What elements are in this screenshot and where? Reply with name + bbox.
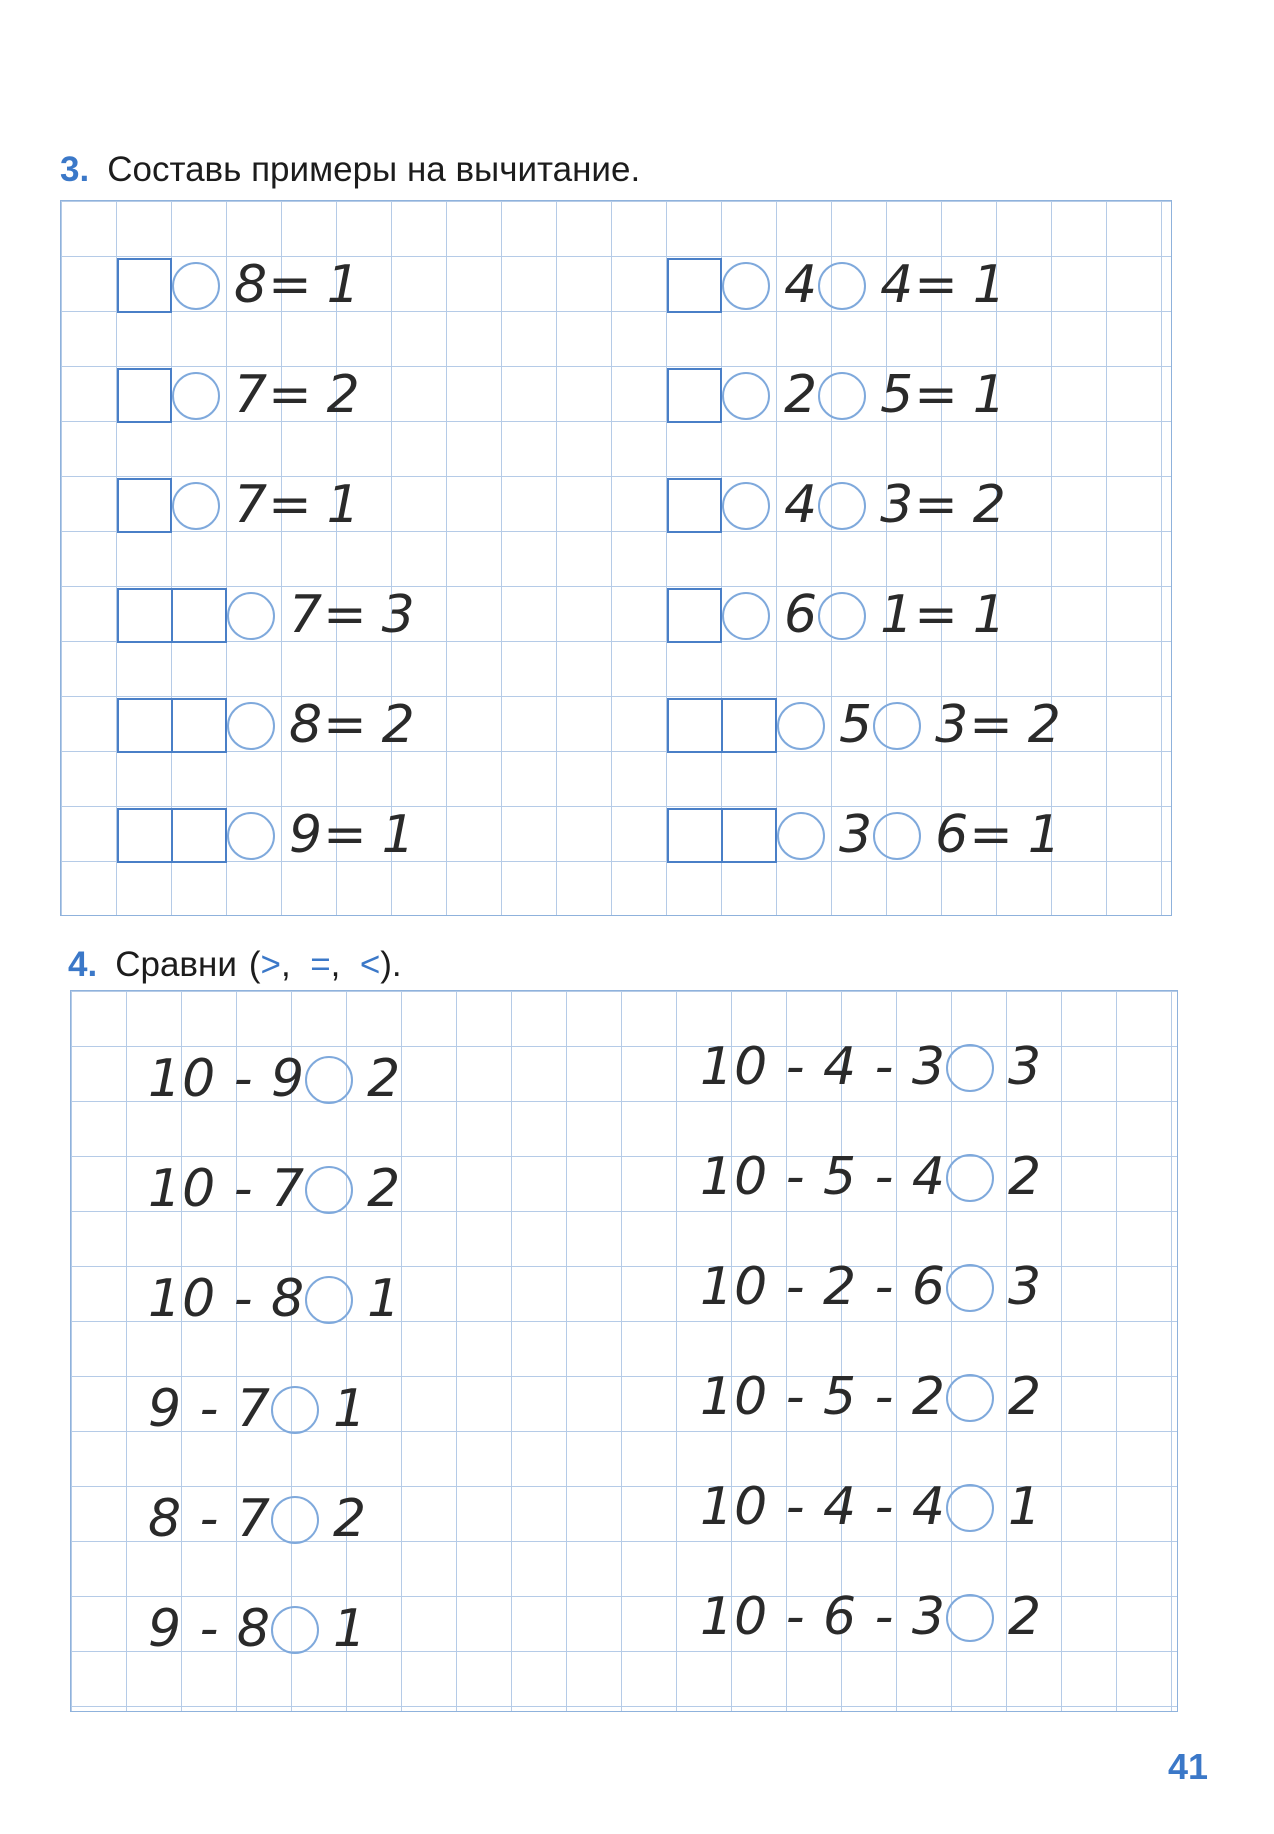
answer-box-double[interactable] xyxy=(117,698,227,753)
task-4-right-row-2 xyxy=(700,1147,1043,1207)
answer-box[interactable] xyxy=(117,368,172,423)
answer-box[interactable] xyxy=(117,478,172,533)
compare-value: 1 xyxy=(367,1269,402,1329)
operator-circle[interactable] xyxy=(227,812,275,860)
operand: 3 xyxy=(839,805,874,865)
expression: 10 - 4 - 3 xyxy=(700,1037,946,1097)
result: 1 xyxy=(972,585,1007,645)
expression: 10 - 7 xyxy=(148,1159,306,1219)
compare-value: 2 xyxy=(333,1489,368,1549)
symbol-less: < xyxy=(359,945,381,984)
equals-sign: = xyxy=(969,805,1014,865)
compare-circle[interactable] xyxy=(946,1594,994,1642)
comma: , xyxy=(330,945,341,984)
result: 3 xyxy=(381,585,416,645)
paren-open: ( xyxy=(248,945,261,984)
answer-box-double[interactable] xyxy=(117,588,227,643)
result: 2 xyxy=(1027,695,1062,755)
answer-box[interactable] xyxy=(117,258,172,313)
compare-circle[interactable] xyxy=(946,1044,994,1092)
equals-sign: = xyxy=(323,805,368,865)
result: 1 xyxy=(1027,805,1062,865)
expression: 9 - 7 xyxy=(148,1379,271,1439)
equals-sign: = xyxy=(914,585,959,645)
operand: 3 xyxy=(935,695,970,755)
result: 1 xyxy=(326,475,361,535)
operand: 8 xyxy=(289,695,324,755)
task-3-left-row-1 xyxy=(117,255,361,315)
operator-circle[interactable] xyxy=(818,482,866,530)
comma: , xyxy=(281,945,291,984)
task-3-left-row-2 xyxy=(117,365,361,425)
operator-circle[interactable] xyxy=(818,592,866,640)
operator-circle[interactable] xyxy=(873,812,921,860)
equals-sign: = xyxy=(268,475,313,535)
task-4-right-row-4 xyxy=(700,1367,1043,1427)
operand: 7 xyxy=(289,585,324,645)
operand: 4 xyxy=(784,255,819,315)
equals-sign: = xyxy=(914,365,959,425)
equals-sign: = xyxy=(323,585,368,645)
task-4-left-row-6 xyxy=(148,1599,368,1659)
result: 2 xyxy=(326,365,361,425)
task-3-heading xyxy=(60,150,640,190)
compare-value: 2 xyxy=(1007,1147,1043,1207)
operator-circle[interactable] xyxy=(172,372,220,420)
compare-circle[interactable] xyxy=(946,1154,994,1202)
expression: 10 - 4 - 4 xyxy=(700,1477,946,1537)
task-4-right-row-5 xyxy=(700,1477,1043,1537)
task-3-right-row-5 xyxy=(667,695,1062,755)
operand: 4 xyxy=(784,475,819,535)
operator-circle[interactable] xyxy=(777,812,825,860)
result: 2 xyxy=(972,475,1007,535)
operand: 6 xyxy=(784,585,819,645)
task-3-right-row-1 xyxy=(667,255,1007,315)
compare-value: 2 xyxy=(1007,1587,1043,1647)
operator-circle[interactable] xyxy=(722,262,770,310)
operand: 1 xyxy=(880,585,915,645)
task-3-left-row-5 xyxy=(117,695,416,755)
task-3-left-row-3 xyxy=(117,475,361,535)
expression: 10 - 5 - 4 xyxy=(700,1147,946,1207)
task-4-right-row-3 xyxy=(700,1257,1043,1317)
answer-box-double[interactable] xyxy=(667,698,777,753)
equals-sign: = xyxy=(914,475,959,535)
answer-box-double[interactable] xyxy=(667,808,777,863)
task-4-left-row-4 xyxy=(148,1379,368,1439)
operator-circle[interactable] xyxy=(172,482,220,530)
answer-box-double[interactable] xyxy=(117,808,227,863)
operator-circle[interactable] xyxy=(722,592,770,640)
compare-circle[interactable] xyxy=(946,1374,994,1422)
result: 1 xyxy=(326,255,361,315)
compare-value: 3 xyxy=(1007,1037,1043,1097)
operand: 5 xyxy=(839,695,874,755)
task-4-left-row-5 xyxy=(148,1489,368,1549)
expression: 10 - 8 xyxy=(148,1269,306,1329)
compare-circle[interactable] xyxy=(946,1484,994,1532)
compare-value: 1 xyxy=(1007,1477,1043,1537)
operator-circle[interactable] xyxy=(227,702,275,750)
expression: 10 - 2 - 6 xyxy=(700,1257,946,1317)
operand: 7 xyxy=(234,475,269,535)
compare-value: 2 xyxy=(1007,1367,1043,1427)
equals-sign: = xyxy=(969,695,1014,755)
task-4-left-row-2 xyxy=(148,1159,402,1219)
symbol-greater: > xyxy=(260,945,281,984)
task-4-right-row-6 xyxy=(700,1587,1043,1647)
compare-circle[interactable] xyxy=(271,1386,319,1434)
compare-circle[interactable] xyxy=(305,1166,353,1214)
task-3-right-row-6 xyxy=(667,805,1062,865)
task-3-right-row-4 xyxy=(667,585,1007,645)
task-title: Составь примеры на вычитание. xyxy=(107,150,641,189)
operator-circle[interactable] xyxy=(722,482,770,530)
compare-circle[interactable] xyxy=(305,1276,353,1324)
operator-circle[interactable] xyxy=(818,372,866,420)
expression: 8 - 7 xyxy=(148,1489,271,1549)
answer-box[interactable] xyxy=(667,588,722,643)
compare-circle[interactable] xyxy=(305,1056,353,1104)
paren-close: ). xyxy=(380,945,402,984)
task-4-right-row-1 xyxy=(700,1037,1043,1097)
result: 2 xyxy=(381,695,416,755)
expression: 10 - 6 - 3 xyxy=(700,1587,946,1647)
operator-circle[interactable] xyxy=(777,702,825,750)
task-4-heading xyxy=(68,945,402,985)
symbol-equal: = xyxy=(310,945,331,984)
operand: 2 xyxy=(784,365,819,425)
compare-value: 3 xyxy=(1007,1257,1043,1317)
task-4-left-row-1 xyxy=(148,1049,402,1109)
expression: 10 - 5 - 2 xyxy=(700,1367,946,1427)
operator-circle[interactable] xyxy=(172,262,220,310)
task-3-left-row-6 xyxy=(117,805,416,865)
operator-circle[interactable] xyxy=(722,372,770,420)
task-4-left-row-3 xyxy=(148,1269,402,1329)
task-3-right-row-2 xyxy=(667,365,1007,425)
operator-circle[interactable] xyxy=(873,702,921,750)
equals-sign: = xyxy=(268,365,313,425)
task-number: 3. xyxy=(60,150,90,189)
compare-value: 1 xyxy=(333,1379,368,1439)
page-number: 41 xyxy=(1167,1746,1208,1787)
result: 1 xyxy=(381,805,416,865)
task-title: Сравни xyxy=(115,945,237,984)
compare-circle[interactable] xyxy=(946,1264,994,1312)
operator-circle[interactable] xyxy=(818,262,866,310)
equals-sign: = xyxy=(268,255,313,315)
answer-box[interactable] xyxy=(667,368,722,423)
compare-circle[interactable] xyxy=(271,1496,319,1544)
equals-sign: = xyxy=(323,695,368,755)
compare-circle[interactable] xyxy=(271,1606,319,1654)
operand: 7 xyxy=(234,365,269,425)
operand: 9 xyxy=(289,805,324,865)
compare-value: 2 xyxy=(367,1159,402,1219)
answer-box[interactable] xyxy=(667,258,722,313)
expression: 9 - 8 xyxy=(148,1599,271,1659)
operand: 3 xyxy=(880,475,915,535)
task-number: 4. xyxy=(68,945,98,984)
equals-sign: = xyxy=(914,255,959,315)
task-3-left-row-4 xyxy=(117,585,416,645)
operand: 6 xyxy=(935,805,970,865)
answer-box[interactable] xyxy=(667,478,722,533)
operand: 8 xyxy=(234,255,269,315)
result: 1 xyxy=(972,255,1007,315)
operator-circle[interactable] xyxy=(227,592,275,640)
compare-value: 1 xyxy=(333,1599,368,1659)
compare-value: 2 xyxy=(367,1049,402,1109)
task-3-right-row-3 xyxy=(667,475,1007,535)
expression: 10 - 9 xyxy=(148,1049,306,1109)
operand: 5 xyxy=(880,365,915,425)
operand: 4 xyxy=(880,255,915,315)
result: 1 xyxy=(972,365,1007,425)
